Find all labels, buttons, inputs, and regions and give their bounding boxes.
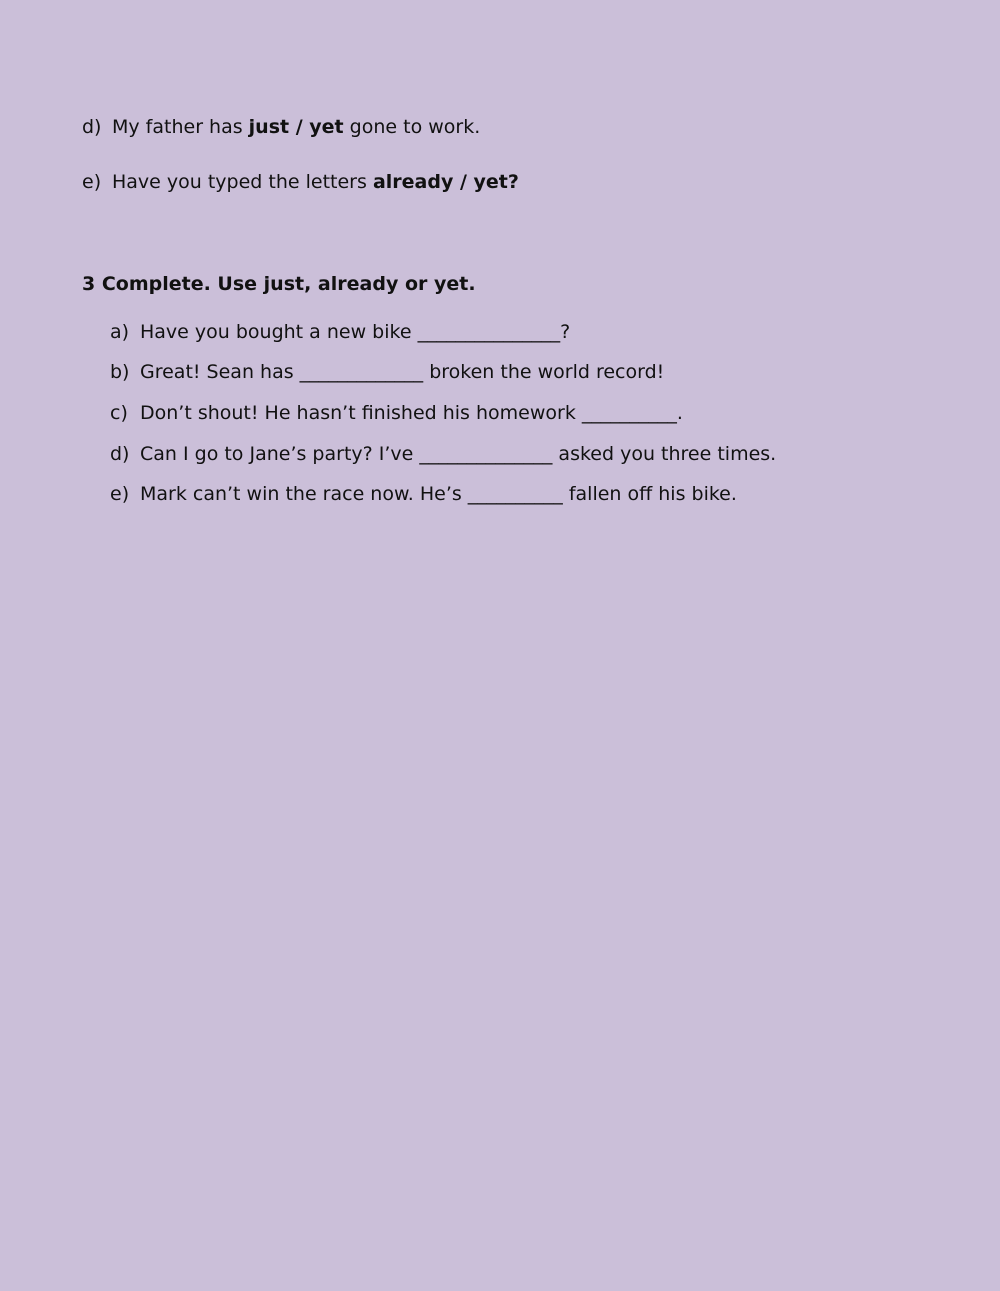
answer-blank[interactable]: _______________ — [417, 321, 561, 343]
item-text-before: Don’t shout! He hasn’t finished his homework — [140, 402, 582, 424]
item-text-before: Great! Sean has — [140, 361, 300, 383]
item-marker: d) — [82, 116, 102, 138]
answer-blank[interactable]: ______________ — [419, 443, 553, 465]
item-marker: b) — [110, 361, 130, 383]
exercise-3-heading: 3 Complete. Use just, already or yet. — [82, 273, 476, 295]
item-text-after: fallen off his bike. — [562, 483, 737, 505]
item-marker: e) — [82, 171, 102, 193]
exercise-3-item-d — [110, 442, 776, 466]
item-text-before: Mark can’t win the race now. He’s — [140, 483, 468, 505]
item-text-after: gone to work. — [343, 116, 481, 138]
answer-blank[interactable]: __________ — [581, 402, 677, 424]
item-text-after: asked you three times. — [552, 443, 777, 465]
answer-blank[interactable]: __________ — [467, 483, 563, 505]
exercise-3-item-c — [110, 401, 683, 425]
item-text-after: ? — [560, 321, 571, 343]
exercise-2-item-e — [82, 170, 519, 194]
item-text-before: My father has — [112, 116, 249, 138]
item-options[interactable]: already / yet? — [372, 171, 519, 193]
item-text-before: Can I go to Jane’s party? I’ve — [140, 443, 420, 465]
item-text-before: Have you bought a new bike — [140, 321, 418, 343]
item-options[interactable]: just / yet — [248, 116, 344, 138]
answer-blank[interactable]: _____________ — [299, 361, 424, 383]
exercise-2-item-d — [82, 115, 480, 139]
item-text-after: broken the world record! — [423, 361, 665, 383]
item-text-before: Have you typed the letters — [112, 171, 373, 193]
item-marker: a) — [110, 321, 130, 343]
exercise-3-item-b — [110, 360, 664, 384]
exercise-3-item-a — [110, 320, 570, 344]
item-marker: d) — [110, 443, 130, 465]
item-text-after: . — [676, 402, 683, 424]
exercise-3-item-e — [110, 482, 737, 506]
item-marker: c) — [110, 402, 128, 424]
item-marker: e) — [110, 483, 130, 505]
